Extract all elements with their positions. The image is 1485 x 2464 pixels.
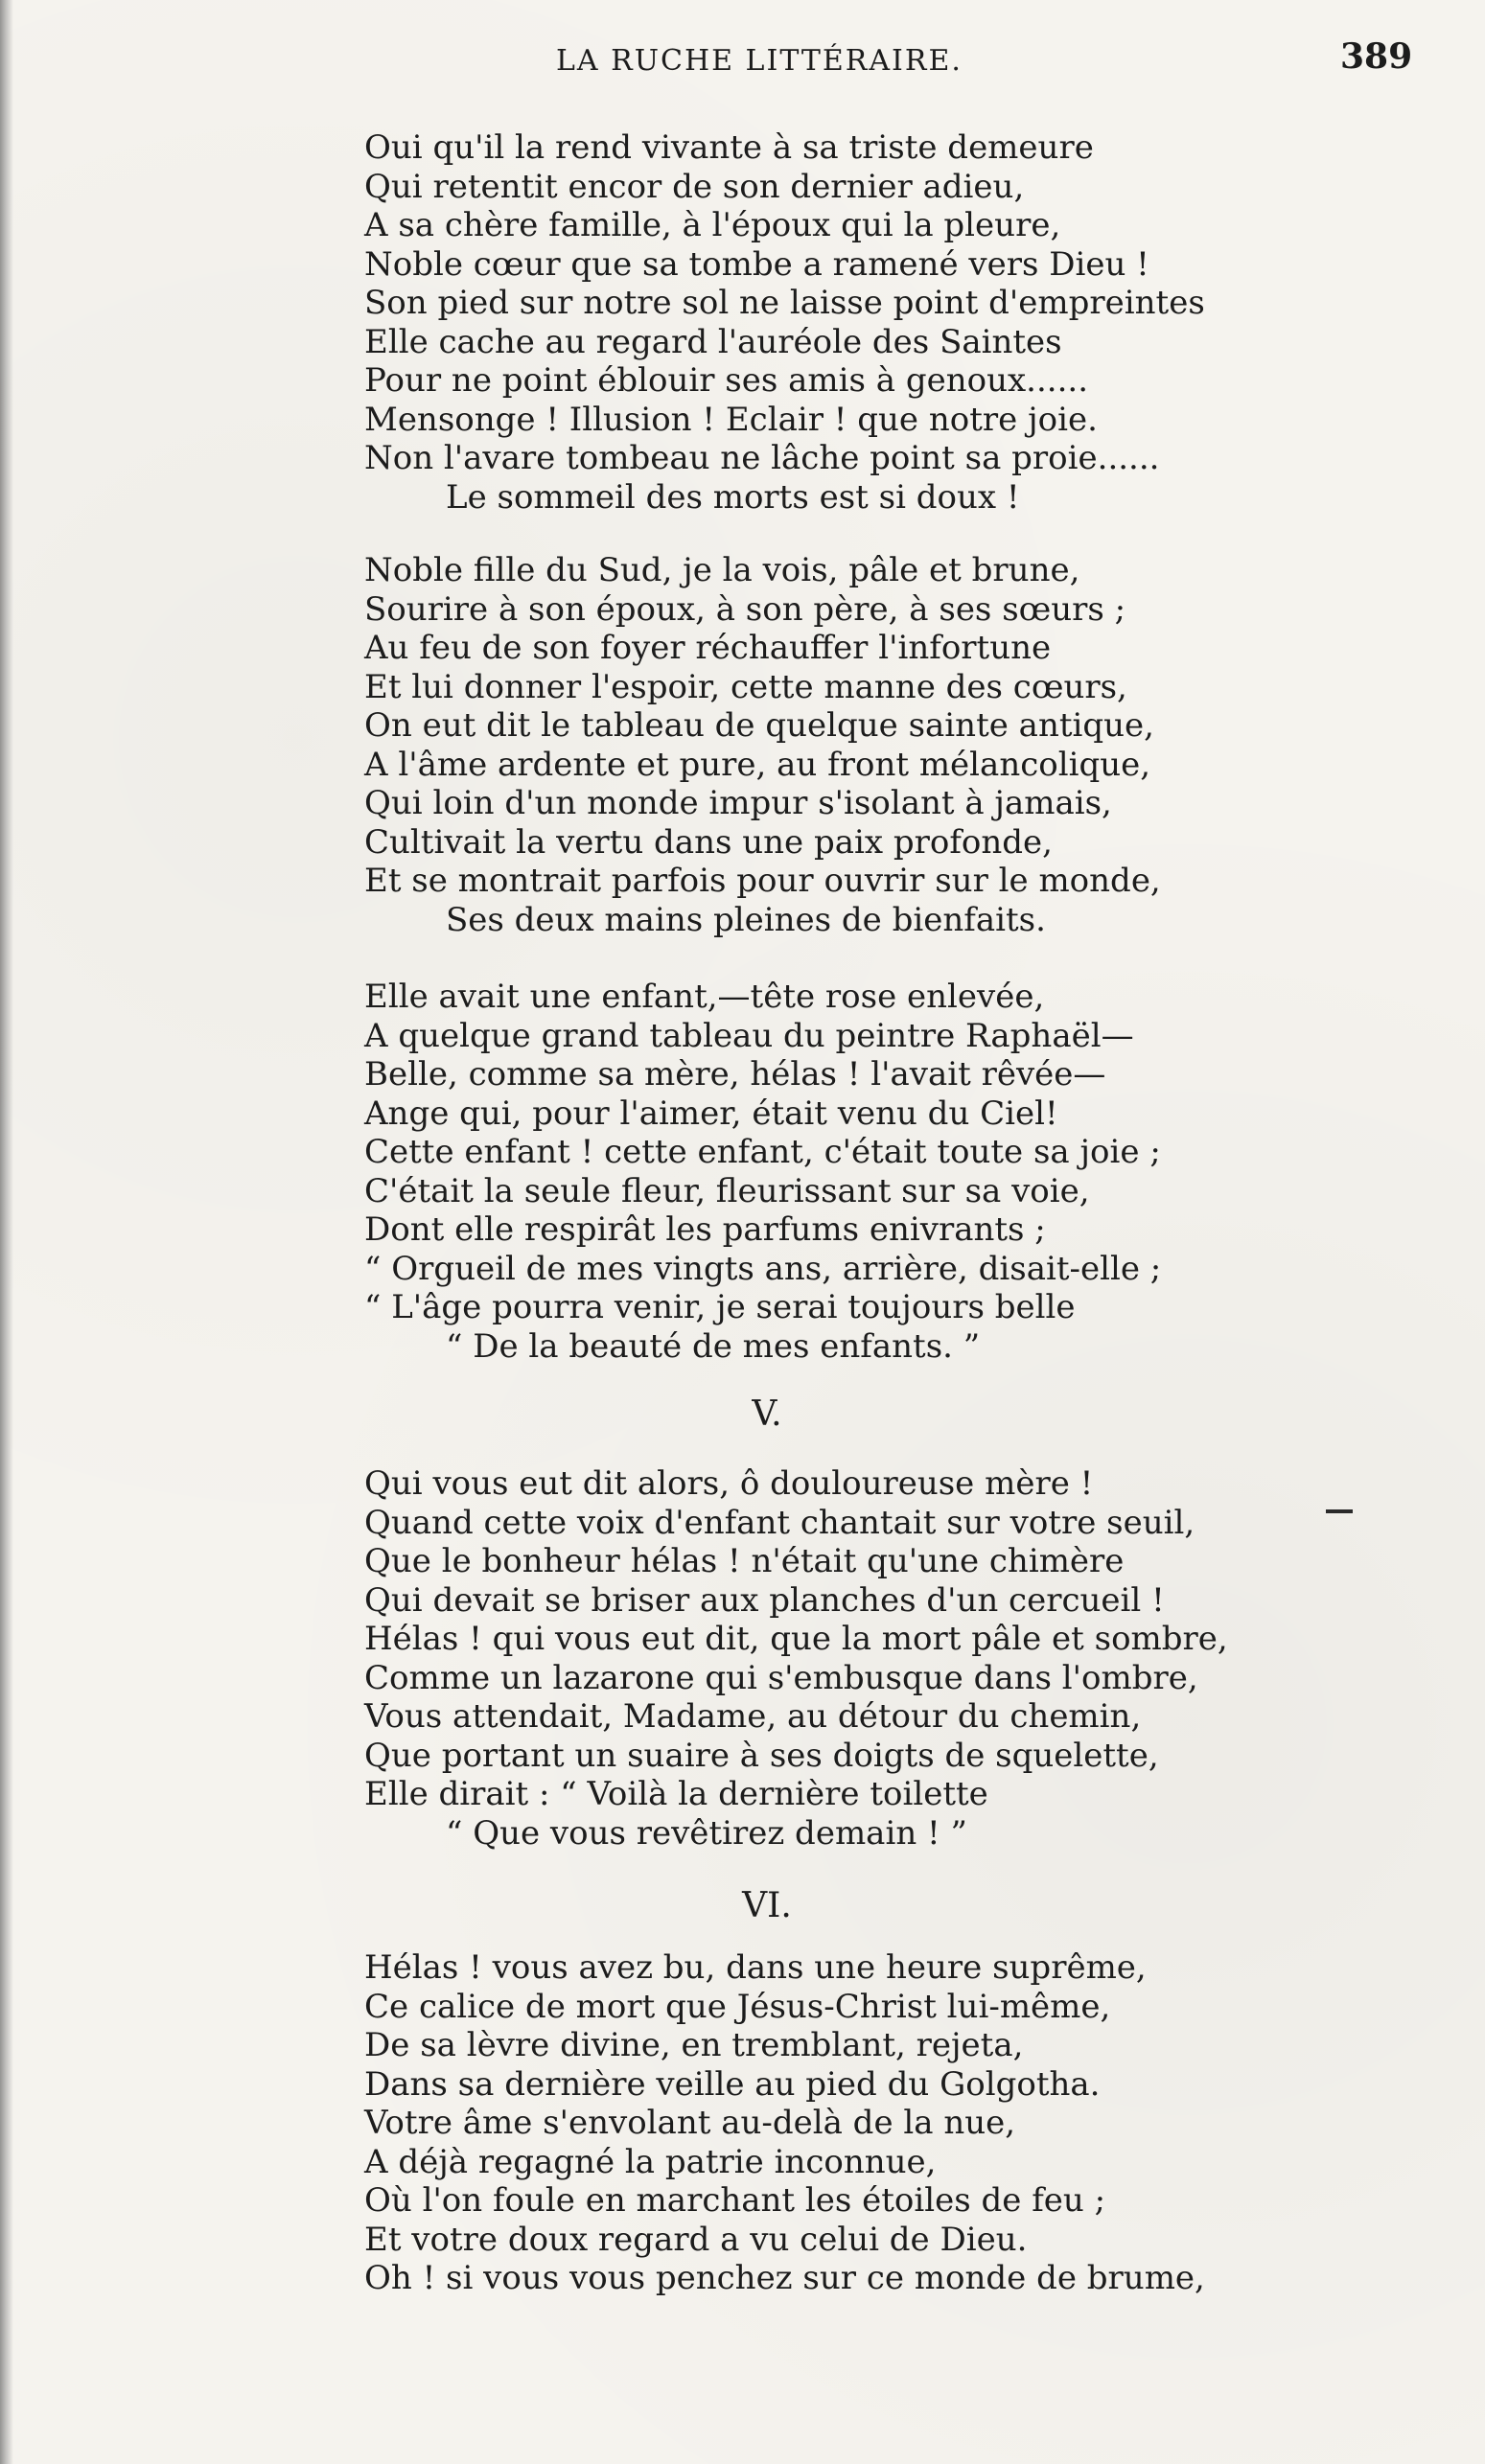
verse-line: Qui devait se briser aux planches d'un cercueil ! <box>364 1580 1165 1620</box>
section-number-v: V. <box>752 1394 782 1434</box>
verse-line: A quelque grand tableau du peintre Raphaël— <box>364 1016 1134 1055</box>
verse-line: Le sommeil des morts est si doux ! <box>446 477 1020 517</box>
verse-line: Belle, comme sa mère, hélas ! l'avait rêvée— <box>364 1055 1106 1094</box>
verse-line: Cultivait la vertu dans une paix profonde, <box>364 822 1053 862</box>
verse-line: Au feu de son foyer réchauffer l'infortune <box>364 629 1052 667</box>
page-binding-edge <box>0 0 13 2464</box>
verse-line: Oui qu'il la rend vivante à sa triste demeure <box>364 128 1094 167</box>
verse-line: Ce calice de mort que Jésus-Christ lui-même, <box>364 1987 1111 2026</box>
verse-line: Où l'on foule en marchant les étoiles de feu ; <box>364 2181 1106 2220</box>
stanza-1 <box>364 128 1361 517</box>
verse-line: Dont elle respirât les parfums enivrants ; <box>364 1210 1046 1249</box>
verse-line: Votre âme s'envolant au-delà de la nue, <box>364 2104 1016 2142</box>
verse-line: Cette enfant ! cette enfant, c'était toute sa joie ; <box>364 1133 1161 1171</box>
section-number-vi: VI. <box>742 1886 792 1925</box>
verse-line: Que le bonheur hélas ! n'était qu'une chimère <box>364 1542 1125 1580</box>
stanza-3 <box>364 978 1361 1366</box>
verse-line: Elle avait une enfant,—tête rose enlevée, <box>364 978 1045 1016</box>
verse-line: Que portant un suaire à ses doigts de squelette, <box>364 1736 1159 1775</box>
verse-line: Quand cette voix d'enfant chantait sur votre seuil, <box>364 1503 1195 1542</box>
verse-line: De sa lèvre divine, en tremblant, rejeta, <box>364 2026 1024 2064</box>
verse-line: Mensonge ! Illusion ! Eclair ! que notre joie. <box>364 400 1098 439</box>
verse-line: “ Orgueil de mes vingts ans, arrière, disait-elle ; <box>364 1249 1162 1288</box>
verse-line: Qui vous eut dit alors, ô douloureuse mère ! <box>364 1464 1094 1503</box>
verse-line: Pour ne point éblouir ses amis à genoux...... <box>364 361 1089 400</box>
verse-line: Qui loin d'un monde impur s'isolant à jamais, <box>364 784 1112 822</box>
verse-line: Hélas ! vous avez bu, dans une heure suprême, <box>364 1948 1147 1987</box>
verse-line: Noble cœur que sa tombe a ramené vers Dieu ! <box>364 244 1149 284</box>
verse-line: Et votre doux regard a vu celui de Dieu. <box>364 2220 1028 2259</box>
verse-line: Noble fille du Sud, je la vois, pâle et brune, <box>364 551 1080 589</box>
verse-line: Non l'avare tombeau ne lâche point sa proie...... <box>364 439 1160 477</box>
verse-line: Vous attendait, Madame, au détour du chemin, <box>364 1697 1142 1736</box>
verse-line: “ Que vous revêtirez demain ! ” <box>446 1813 967 1853</box>
verse-line: Elle dirait : “ Voilà la dernière toilette <box>364 1775 988 1813</box>
stanza-2 <box>364 551 1361 939</box>
verse-line: Son pied sur notre sol ne laisse point d'empreintes <box>364 284 1205 322</box>
verse-line: A déjà regagné la patrie inconnue, <box>364 2142 937 2181</box>
verse-line: Ange qui, pour l'aimer, était venu du Ciel! <box>364 1094 1058 1133</box>
verse-line: Hélas ! qui vous eut dit, que la mort pâle et sombre, <box>364 1620 1228 1658</box>
running-head: LA RUCHE LITTÉRAIRE. <box>556 44 963 78</box>
verse-line: “ De la beauté de mes enfants. ” <box>446 1326 981 1366</box>
verse-line: Et lui donner l'espoir, cette manne des cœurs, <box>364 667 1127 706</box>
verse-line: A sa chère famille, à l'époux qui la pleure, <box>364 206 1061 244</box>
verse-line: Oh ! si vous vous penchez sur ce monde de brume, <box>364 2259 1205 2297</box>
verse-line: On eut dit le tableau de quelque sainte antique, <box>364 706 1154 745</box>
verse-line: C'était la seule fleur, fleurissant sur sa voie, <box>364 1171 1090 1210</box>
verse-line: Sourire à son époux, à son père, à ses sœurs ; <box>364 589 1126 629</box>
verse-line: Comme un lazarone qui s'embusque dans l'ombre, <box>364 1658 1198 1697</box>
stanza-section-v <box>364 1464 1361 1853</box>
verse-line: A l'âme ardente et pure, au front mélancolique, <box>364 745 1151 784</box>
verse-line: Dans sa dernière veille au pied du Golgotha. <box>364 2064 1101 2104</box>
verse-line: “ L'âge pourra venir, je serai toujours belle <box>364 1288 1076 1326</box>
verse-line: Ses deux mains pleines de bienfaits. <box>446 900 1046 939</box>
verse-line: Qui retentit encor de son dernier adieu, <box>364 167 1025 206</box>
stanza-section-vi <box>364 1948 1361 2298</box>
page-number: 389 <box>1340 36 1413 77</box>
verse-line: Et se montrait parfois pour ouvrir sur le monde, <box>364 862 1161 900</box>
verse-line: Elle cache au regard l'auréole des Saintes <box>364 322 1062 361</box>
